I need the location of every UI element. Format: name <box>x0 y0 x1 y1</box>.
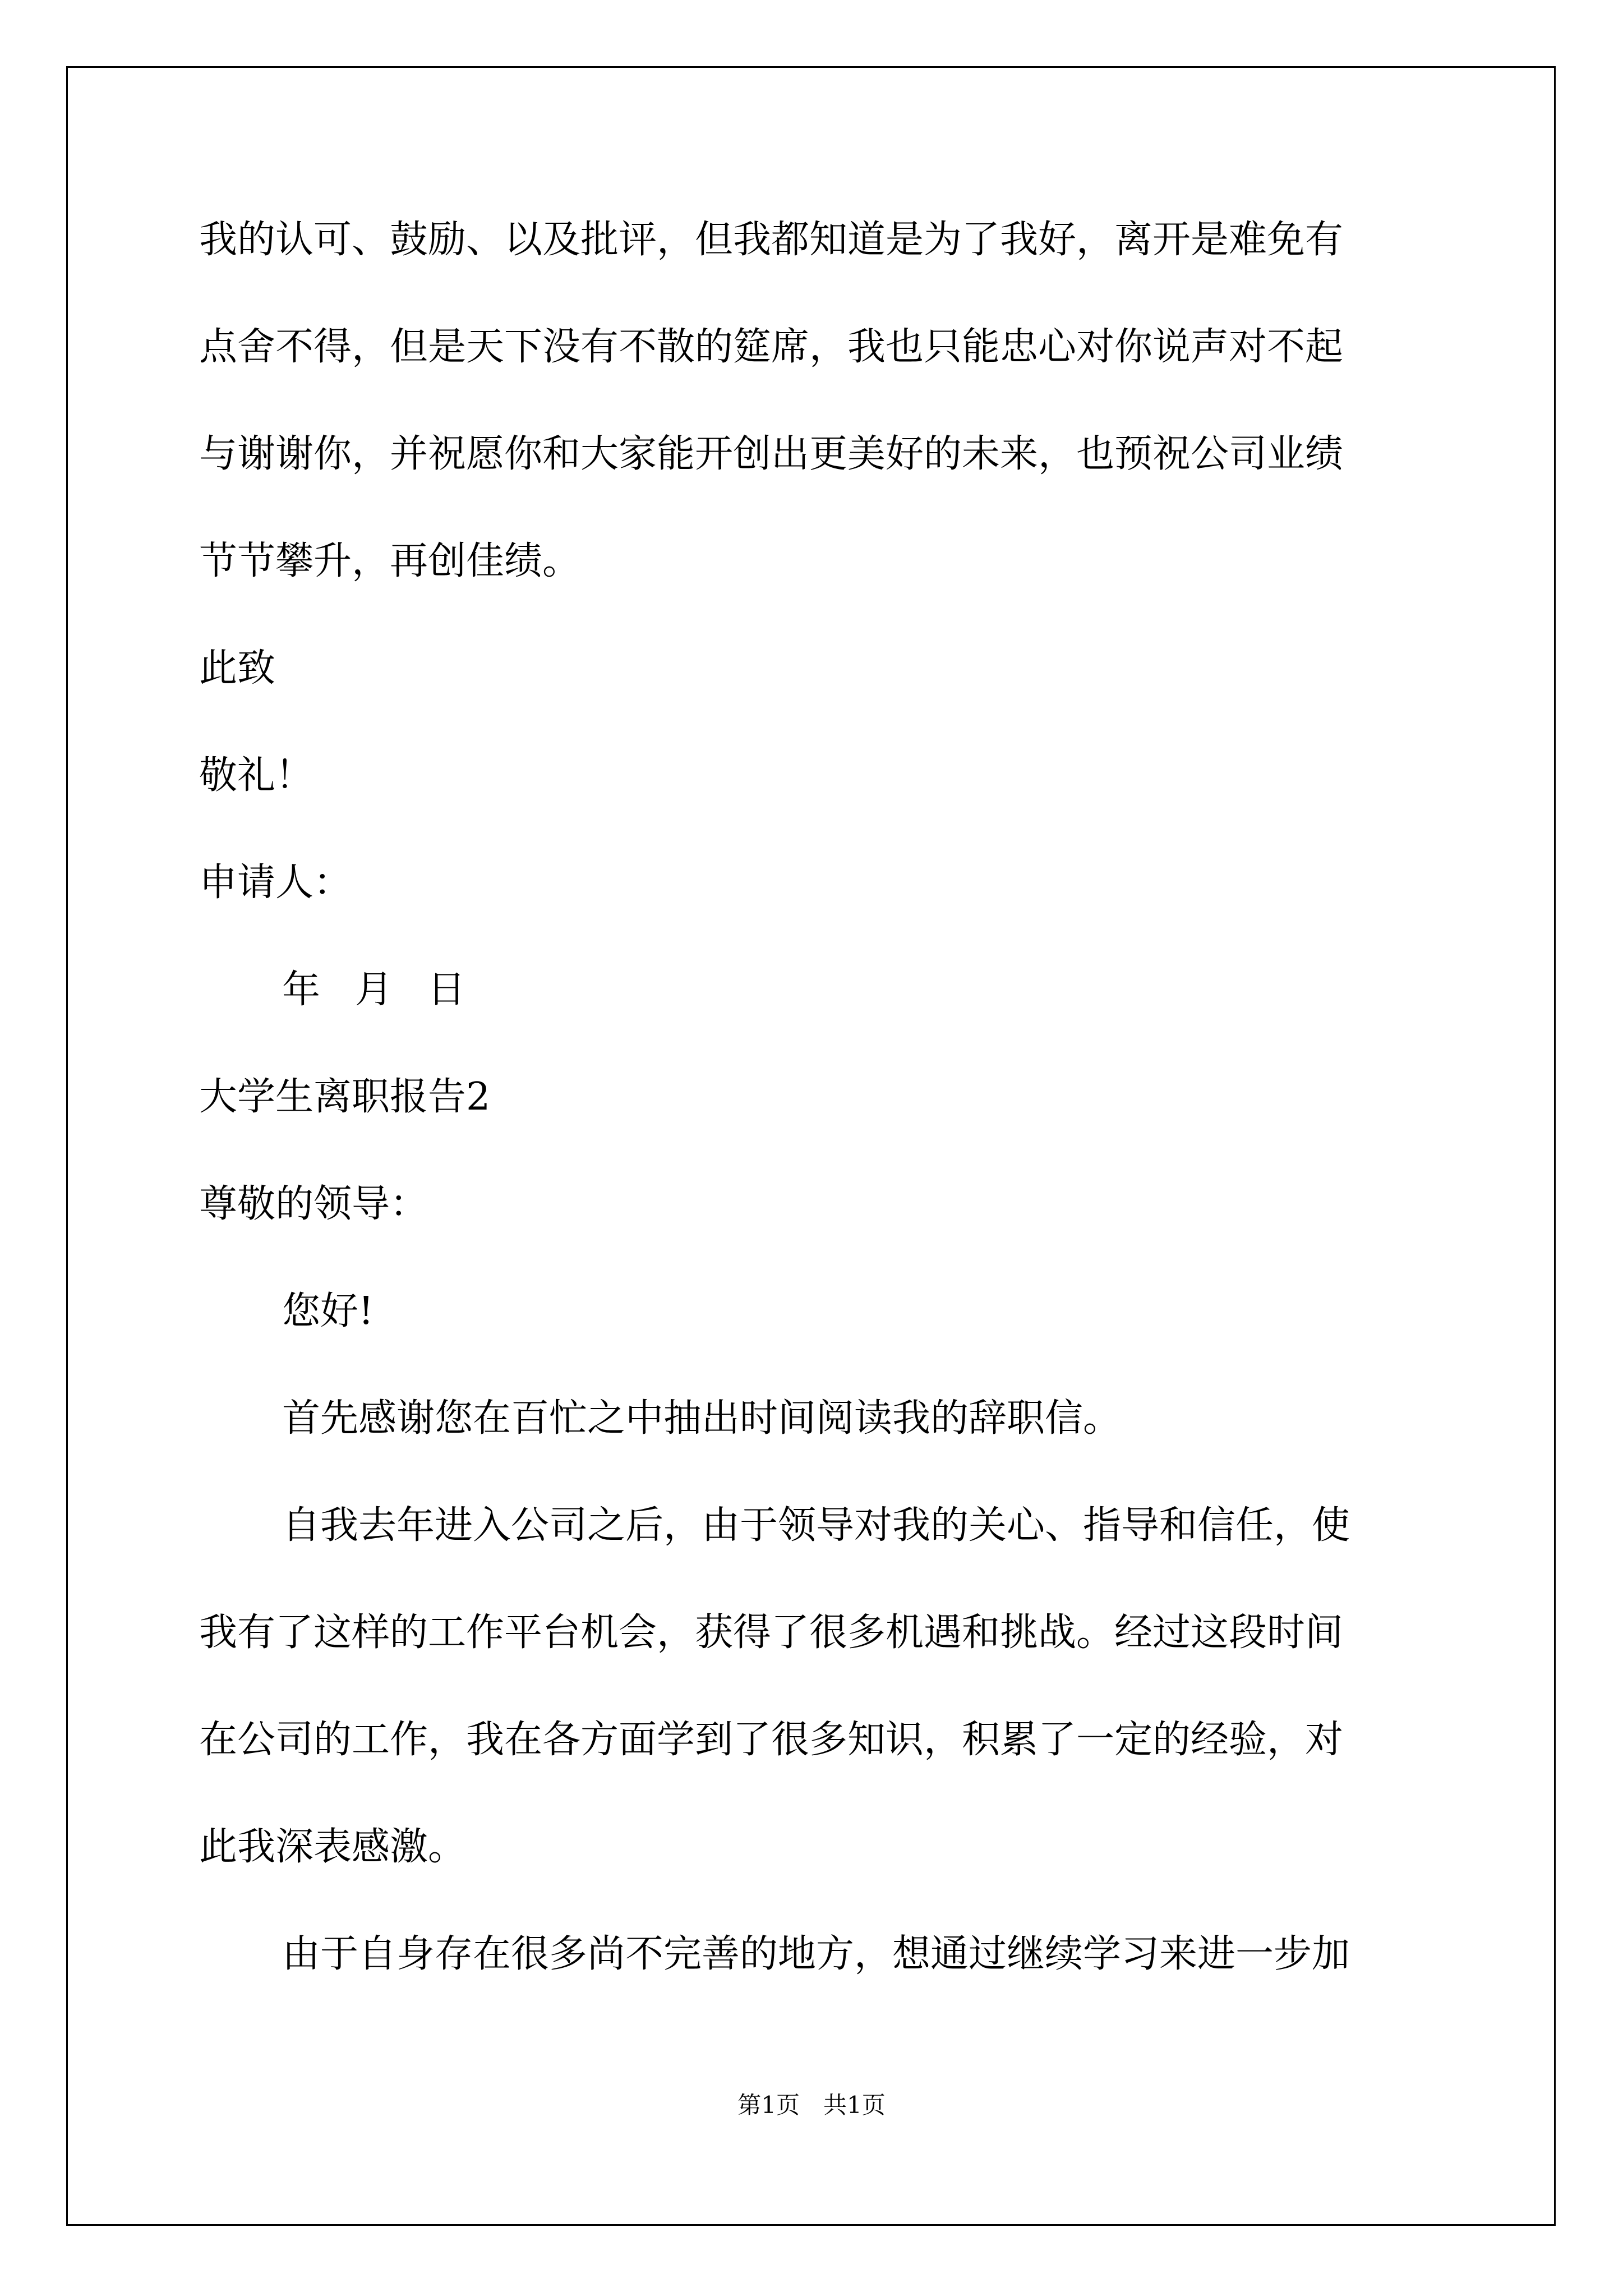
page-footer: 第1页 共1页 <box>737 2091 886 2119</box>
section-title: 大学生离职报告2 <box>199 1075 491 1119</box>
paragraph-line: 此我深表感激。 <box>199 1825 467 1869</box>
paragraph-line: 首先感谢您在百忙之中抽出时间阅读我的辞职信。 <box>282 1396 1122 1441</box>
paragraph-line: 点舍不得，但是天下没有不散的筵席，我也只能忠心对你说声对不起 <box>199 325 1344 369</box>
applicant-label: 申请人： <box>199 861 352 905</box>
paragraph-line: 在公司的工作，我在各方面学到了很多知识，积累了一定的经验，对 <box>199 1718 1344 1762</box>
greeting: 您好! <box>282 1289 374 1333</box>
paragraph-line: 我的认可、鼓励、以及批评，但我都知道是为了我好，离开是难免有 <box>199 218 1344 262</box>
date-line: 年 月 日 <box>282 968 466 1012</box>
greeting-recipient: 尊敬的领导： <box>199 1182 428 1226</box>
paragraph-line: 节节攀升，再创佳绩。 <box>199 539 581 583</box>
salutation-closing: 敬礼！ <box>199 753 314 798</box>
paragraph-line: 自我去年进入公司之后，由于领导对我的关心、指导和信任，使 <box>282 1503 1350 1548</box>
paragraph-line: 由于自身存在很多尚不完善的地方，想通过继续学习来进一步加 <box>282 1932 1350 1976</box>
paragraph-line: 与谢谢你，并祝愿你和大家能开创出更美好的未来，也预祝公司业绩 <box>199 432 1344 476</box>
page-border <box>66 66 1556 2226</box>
closing-line: 此致 <box>199 646 276 691</box>
paragraph-line: 我有了这样的工作平台机会，获得了很多机遇和挑战。经过这段时间 <box>199 1611 1344 1655</box>
